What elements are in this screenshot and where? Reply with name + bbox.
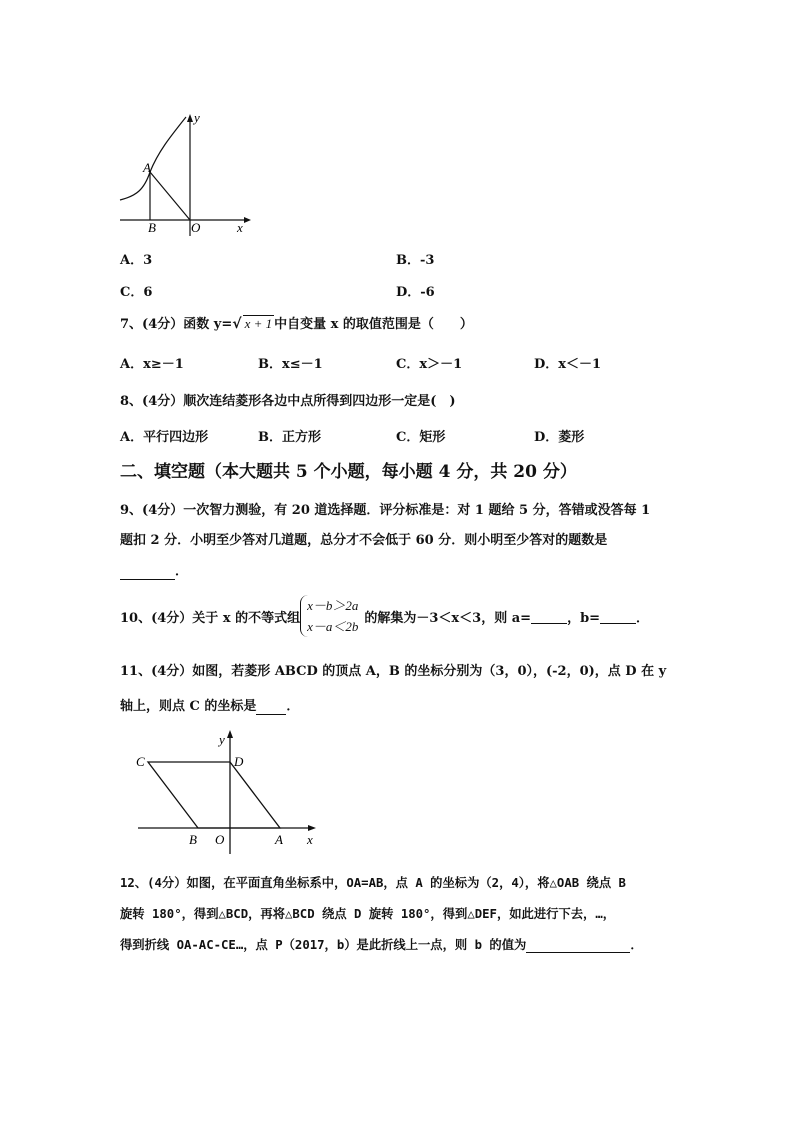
- fig1-label-A: A: [143, 160, 151, 175]
- fig2-label-D: D: [234, 754, 244, 769]
- q10-ineq1: x－b＞2a: [307, 598, 359, 613]
- q8-stem: 8、(4分）顺次连结菱形各边中点所得到四边形一定是( ): [120, 394, 456, 409]
- q10-stem: [120, 592, 649, 640]
- q9-answer-blank[interactable]: [120, 564, 175, 580]
- fig2-label-x: x: [307, 832, 313, 847]
- fig1-label-x: x: [237, 220, 243, 235]
- fig2-label-O: O: [215, 832, 225, 847]
- fig2-label-B: B: [189, 832, 197, 847]
- q12-end: ．: [630, 938, 643, 952]
- fig2-label-y: y: [219, 732, 225, 747]
- q9-end: ．: [175, 564, 189, 579]
- fig2-label-C: C: [136, 754, 145, 769]
- q8-option-b: B．正方形: [258, 430, 321, 445]
- q10-mid: 的解集为－3＜x＜3，则 a=: [364, 610, 532, 626]
- q11-answer-blank[interactable]: [256, 699, 286, 715]
- q7-stem: [120, 313, 473, 332]
- q11-line2: [120, 695, 299, 715]
- q12-line2: 旋转 180°，得到△BCD，再将△BCD 绕点 D 旋转 180°，得到△DEF，如此进行下去，…，: [120, 907, 616, 921]
- q9-line1: 9、(4分）一次智力测验，有 20 道选择题．评分标准是：对 1 题给 5 分，答错或没答每 1: [120, 503, 651, 518]
- q10-ineq2: x－a＜2b: [307, 619, 359, 634]
- q10-end: ．: [636, 610, 650, 626]
- q10-blank-a[interactable]: [531, 608, 567, 624]
- q11-line2-text: 轴上，则点 C 的坐标是: [120, 699, 257, 714]
- q10-between: ，b=: [567, 610, 601, 626]
- q6-option-a: A．3: [120, 253, 153, 268]
- q12-line3: [120, 935, 643, 953]
- q8-option-d: D．菱形: [534, 430, 585, 445]
- sqrt-sign: √: [232, 316, 242, 332]
- q10-blank-b[interactable]: [600, 608, 636, 624]
- q7-option-d: D．x＜－1: [534, 357, 602, 372]
- q6-option-d: D．-6: [396, 285, 435, 300]
- q11-end: ．: [286, 699, 300, 714]
- q7-radicand: x + 1: [244, 316, 273, 331]
- q8-option-a: A．平行四边形: [120, 430, 209, 445]
- q10-inequality-system: [300, 595, 358, 637]
- fig1-label-y: y: [194, 112, 200, 125]
- section-heading: 二、填空题（本大题共 5 个小题，每小题 4 分，共 20 分）: [120, 462, 577, 482]
- q12-line1: 12、(4分）如图，在平面直角坐标系中，OA=AB，点 A 的坐标为（2，4），将△OAB 绕点 B: [120, 876, 626, 890]
- q10-prefix: 10、(4分）关于 x 的不等式组: [120, 610, 301, 626]
- q7-option-c: C．x＞－1: [396, 357, 463, 372]
- q9-line3: [120, 560, 188, 580]
- q7-option-a: A．x≥－1: [120, 357, 184, 372]
- figure-curve-graph: [118, 112, 253, 237]
- q9-line2: 题扣 2 分．小明至少答对几道题，总分才不会低于 60 分．则小明至少答对的题数是: [120, 533, 608, 548]
- q6-option-c: C．6: [120, 285, 153, 300]
- fig1-label-B: B: [148, 220, 156, 235]
- q7-suffix: 中自变量 x 的取值范围是（ ）: [274, 317, 473, 332]
- q6-option-b: B．-3: [396, 253, 435, 268]
- figure-rhombus: [130, 728, 326, 856]
- q7-prefix: 7、(4分）函数 y=: [120, 317, 233, 332]
- fig2-label-A: A: [275, 832, 283, 847]
- q7-option-b: B．x≤－1: [258, 357, 323, 372]
- fig1-label-O: O: [191, 220, 201, 235]
- q12-answer-blank[interactable]: [526, 938, 630, 953]
- q8-option-c: C．矩形: [396, 430, 446, 445]
- q11-line1: 11、(4分）如图，若菱形 ABCD 的顶点 A，B 的坐标分别为（3，0），(-2，0)，点 D 在 y: [120, 664, 667, 679]
- q12-line3-text: 得到折线 OA-AC-CE…，点 P（2017，b）是此折线上一点，则 b 的值为: [120, 938, 527, 952]
